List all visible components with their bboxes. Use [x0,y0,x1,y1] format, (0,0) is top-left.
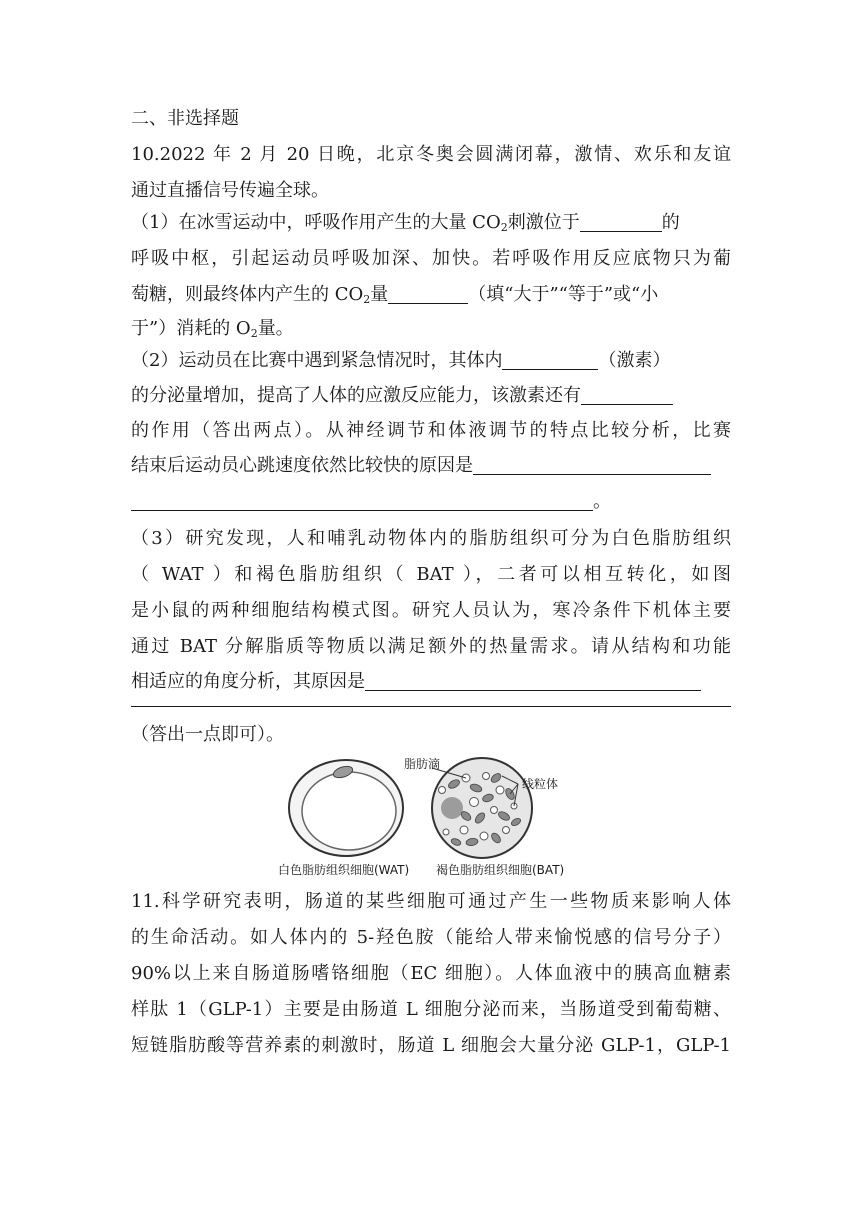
q10-part1-line4 [131,311,731,347]
q10-part2-text-a: （2）运动员在比赛中遇到紧急情况时，其体内 [131,350,503,371]
q10-part2-line1 [131,343,731,379]
answer-blank-hormone-function[interactable] [581,382,673,405]
q10-part1-text-a: （1）在冰雪运动中，呼吸作用产生的大量 CO [131,212,501,233]
q10-part1-line1 [131,205,731,241]
q10-part2-line2-text: 的分泌量增加，提高了人体的应激反应能力，该激素还有 [131,385,581,406]
answer-blank-hormone[interactable] [502,347,598,370]
q11-line3: 90%以上来自肠道肠嗜铬细胞（EC 细胞）。人体血液中的胰高血糖素 [131,963,731,984]
q10-part2-line2 [131,378,731,414]
q10-part2-line3: 的作用（答出两点）。从神经调节和体液调节的特点比较分析，比赛 [131,420,731,441]
q10-part1-line3-text-a: 萄糖，则最终体内产生的 CO [131,284,364,305]
q10-part3-line4: 通过 BAT 分解脂质等物质以满足额外的热量需求。请从结构和功能 [131,636,731,657]
q11-line5: 短链脂肪酸等营养素的刺激时，肠道 L 细胞会大量分泌 GLP-1，GLP-1 [131,1035,731,1056]
q10-part3-end: （答出一点即可）。 [131,724,284,745]
label-mitochondria: 线粒体 [522,777,559,791]
q10-part3-line1: （3）研究发现，人和哺乳动物体内的脂肪组织可分为白色脂肪组织 [131,528,731,549]
caption-wat: 白色脂肪组织细胞(WAT) [278,863,410,877]
q10-stem-line1: 10.2022 年 2 月 20 日晚，北京冬奥会圆满闭幕，激情、欢乐和友谊 [131,144,731,165]
q10-stem-line2: 通过直播信号传遍全球。 [131,180,329,201]
answer-blank-heart-rate-reason-cont[interactable] [131,488,593,511]
q10-part1-line4-text-a: 于”）消耗的 O [131,318,251,339]
q11-line1: 11.科学研究表明，肠道的某些细胞可通过产生一些物质来影响人体 [131,891,731,912]
answer-blank-co2-comparison[interactable] [388,281,468,304]
q10-part3-line5-text: 相适应的角度分析，其原因是 [131,671,365,692]
q10-part2-line4-text: 结束后运动员心跳速度依然比较快的原因是 [131,455,473,476]
wat-cell [289,760,403,856]
q10-part2-text-b: （激素） [598,350,671,371]
q10-part3-line2: （ WAT ）和褐色脂肪组织（ BAT ），二者可以相互转化，如图 [131,564,731,585]
q11-line4: 样肽 1（GLP-1）主要是由肠道 L 细胞分泌而来，当肠道受到葡萄糖、 [131,999,731,1020]
fat-cell-figure [270,746,600,884]
q10-part1-line3-text-b: 量 [370,284,389,305]
q10-part2-line5 [131,484,731,520]
co2-subscript: 2 [500,221,508,234]
q10-part1-line2: 呼吸中枢，引起运动员呼吸加深、加快。若呼吸作用反应底物只为葡 [131,248,731,269]
o2-subscript: 2 [250,327,258,340]
answer-blank-heart-rate-reason[interactable] [473,452,711,475]
label-lipid-droplet: 脂肪滴 [404,757,441,771]
section-heading: 二、非选择题 [131,108,239,129]
q10-part1-line3-text-c: （填“大于”“等于”或“小 [468,284,659,305]
q10-part1-line3 [131,277,731,313]
q10-part1-line4-text-b: 量。 [257,318,294,339]
bat-cell [432,758,532,858]
q10-part3-line5 [131,664,731,700]
q10-part2-end: 。 [593,491,611,512]
answer-blank-bat-reason-full-line[interactable] [131,706,731,707]
q11-line2: 的生命活动。如人体内的 5-羟色胺（能给人带来愉悦感的信号分子） [131,927,731,948]
q10-part1-text-c: 的 [661,212,680,233]
caption-bat: 褐色脂肪组织细胞(BAT) [436,863,565,877]
bat-nucleus [441,797,463,819]
q10-part3-line3: 是小鼠的两种细胞结构模式图。研究人员认为，寒冷条件下机体主要 [131,600,731,621]
answer-blank-respiratory-center[interactable] [580,209,662,232]
q10-part2-line4 [131,448,731,484]
answer-blank-bat-reason[interactable] [365,668,701,691]
co2-subscript: 2 [363,293,371,306]
q10-part1-text-b: 刺激位于 [507,212,580,233]
